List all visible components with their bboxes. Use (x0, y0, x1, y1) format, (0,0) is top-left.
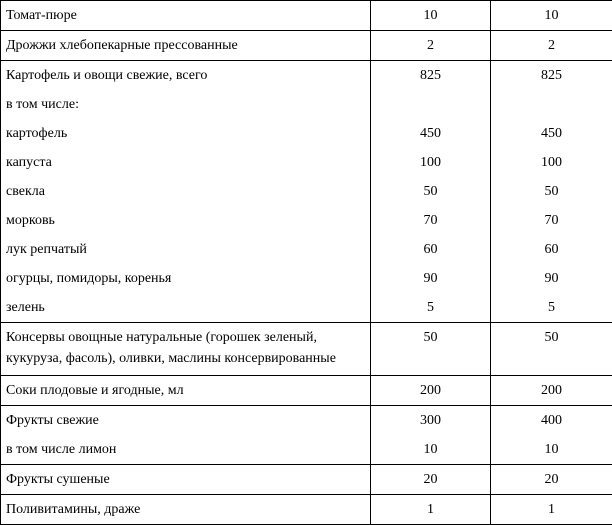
product-name-cell (1, 1, 371, 31)
table-row (1, 495, 612, 525)
product-name-cell (1, 465, 371, 495)
norm-value: 5 (491, 293, 612, 322)
norm-col2-cell (491, 31, 612, 61)
product-subheading: в том числе: (6, 90, 370, 119)
norm-value (371, 90, 490, 119)
table-row (1, 406, 612, 465)
product-subitem: капуста (6, 148, 370, 177)
norm-value: 20 (371, 465, 490, 494)
product-name: Томат-пюре (6, 1, 370, 30)
norm-value: 70 (491, 206, 612, 235)
norm-value: 1 (491, 495, 612, 524)
product-name: Консервы овощные натуральные (горошек зеленый, кукуруза, фасоль), оливки, маслины консервированные (6, 323, 370, 375)
norm-value: 825 (371, 61, 490, 90)
norm-col1-cell (371, 1, 491, 31)
norm-value: 400 (491, 406, 612, 435)
norm-col1-cell (371, 376, 491, 406)
norm-col2-cell (491, 495, 612, 525)
table-row (1, 323, 612, 376)
norm-value: 200 (371, 376, 490, 405)
norm-value: 60 (491, 235, 612, 264)
product-name: Поливитамины, драже (6, 495, 370, 524)
norm-col2-cell (491, 465, 612, 495)
norm-value: 450 (371, 119, 490, 148)
norm-value: 2 (491, 31, 612, 60)
norm-col2-cell (491, 61, 612, 323)
product-name: Картофель и овощи свежие, всего (6, 61, 370, 90)
norm-value: 1 (371, 495, 490, 524)
table-row (1, 376, 612, 406)
table-row (1, 1, 612, 31)
norm-col1-cell (371, 31, 491, 61)
product-name: Фрукты свежие (6, 406, 370, 435)
product-subitem: картофель (6, 119, 370, 148)
product-name-cell (1, 323, 371, 376)
norm-col2-cell (491, 323, 612, 376)
norm-col1-cell (371, 465, 491, 495)
norm-value: 10 (491, 435, 612, 464)
product-name-cell (1, 61, 371, 323)
product-name-cell (1, 376, 371, 406)
product-name: Фрукты сушеные (6, 465, 370, 494)
norm-value: 50 (491, 323, 612, 348)
norm-col1-cell (371, 323, 491, 376)
norm-value: 450 (491, 119, 612, 148)
product-subitem: зелень (6, 293, 370, 322)
norm-value: 10 (371, 1, 490, 30)
norm-value: 90 (491, 264, 612, 293)
norm-col2-cell (491, 406, 612, 465)
norm-value: 90 (371, 264, 490, 293)
norm-value: 100 (491, 148, 612, 177)
norm-col2-cell (491, 376, 612, 406)
product-name-cell (1, 495, 371, 525)
norm-value: 10 (371, 435, 490, 464)
product-subitem: огурцы, помидоры, коренья (6, 264, 370, 293)
norm-value: 60 (371, 235, 490, 264)
table-row (1, 465, 612, 495)
norm-value: 50 (371, 323, 490, 348)
norm-col2-cell (491, 1, 612, 31)
product-subitem: морковь (6, 206, 370, 235)
norm-value: 2 (371, 31, 490, 60)
norm-col1-cell (371, 495, 491, 525)
norm-col1-cell (371, 61, 491, 323)
norm-value: 50 (371, 177, 490, 206)
norm-value: 825 (491, 61, 612, 90)
norm-value: 100 (371, 148, 490, 177)
norm-value: 300 (371, 406, 490, 435)
product-name-cell (1, 31, 371, 61)
table-row (1, 61, 612, 323)
product-subitem: в том числе лимон (6, 435, 370, 464)
norm-value: 5 (371, 293, 490, 322)
norm-value: 50 (491, 177, 612, 206)
product-subitem: свекла (6, 177, 370, 206)
table-row (1, 31, 612, 61)
norm-value: 70 (371, 206, 490, 235)
norm-col1-cell (371, 406, 491, 465)
product-name: Дрожжи хлебопекарные прессованные (6, 31, 370, 60)
norm-value: 20 (491, 465, 612, 494)
product-name-cell (1, 406, 371, 465)
norm-value: 200 (491, 376, 612, 405)
norm-value (491, 90, 612, 119)
product-name: Соки плодовые и ягодные, мл (6, 376, 370, 405)
product-subitem: лук репчатый (6, 235, 370, 264)
norm-value: 10 (491, 1, 612, 30)
